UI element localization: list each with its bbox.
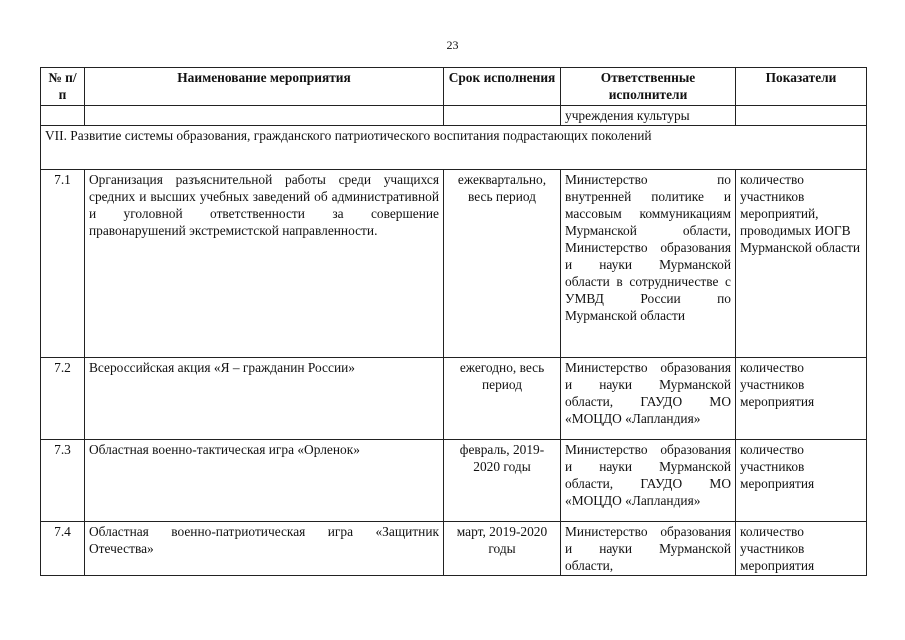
row-responsible: Министерство образования и науки Мурманской области,: [561, 522, 736, 576]
row-responsible: Министерство по внутренней политике и массовым коммуникациям Мурманской области, Министерство образования и науки Мурманской области в сотрудничестве с УМВД России по Мурманской области: [561, 170, 736, 358]
row-indicators: количество участников мероприятия: [736, 440, 867, 522]
row-name: Всероссийская акция «Я – гражданин России»: [85, 358, 444, 440]
table-row: [41, 440, 867, 522]
row-indicators: количество участников мероприятия: [736, 522, 867, 576]
header-term: Срок исполнения: [444, 68, 561, 106]
row-term: февраль, 2019-2020 годы: [444, 440, 561, 522]
row-name: Организация разъяснительной работы среди учащихся средних и высших учебных заведений об административной и уголовной ответственности за совершение правонарушений экстремистской направленности.: [85, 170, 444, 358]
table-row: [41, 358, 867, 440]
cell-empty: [85, 106, 444, 126]
page-number: 23: [446, 38, 459, 52]
table-row: [41, 170, 867, 358]
header-indicators: Показатели: [736, 68, 867, 106]
row-name: Областная военно-тактическая игра «Орленок»: [85, 440, 444, 522]
row-indicators: количество участников мероприятий, проводимых ИОГВ Мурманской области: [736, 170, 867, 358]
row-num: 7.2: [41, 358, 85, 440]
row-num: 7.4: [41, 522, 85, 576]
events-table: [40, 67, 867, 576]
continuation-row: [41, 106, 867, 126]
header-num: № п/п: [41, 68, 85, 106]
table-header-row: [41, 68, 867, 106]
row-term: март, 2019-2020 годы: [444, 522, 561, 576]
table-row: [41, 522, 867, 576]
header-responsible: Ответственные исполнители: [561, 68, 736, 106]
continuation-responsible: учреждения культуры: [561, 106, 736, 126]
row-name: Областная военно-патриотическая игра «Защитник Отечества»: [85, 522, 444, 576]
row-responsible: Министерство образования и науки Мурманской области, ГАУДО МО «МОЦДО «Лапландия»: [561, 358, 736, 440]
row-indicators: количество участников мероприятия: [736, 358, 867, 440]
row-num: 7.3: [41, 440, 85, 522]
row-term: ежеквартально, весь период: [444, 170, 561, 358]
row-num: 7.1: [41, 170, 85, 358]
cell-empty: [444, 106, 561, 126]
row-term: ежегодно, весь период: [444, 358, 561, 440]
section-heading-row: [41, 126, 867, 170]
row-responsible: Министерство образования и науки Мурманской области, ГАУДО МО «МОЦДО «Лапландия»: [561, 440, 736, 522]
section-title: VII. Развитие системы образования, гражданского патриотического воспитания подрастающих поколений: [41, 126, 867, 170]
cell-empty: [41, 106, 85, 126]
header-name: Наименование мероприятия: [85, 68, 444, 106]
cell-empty: [736, 106, 867, 126]
